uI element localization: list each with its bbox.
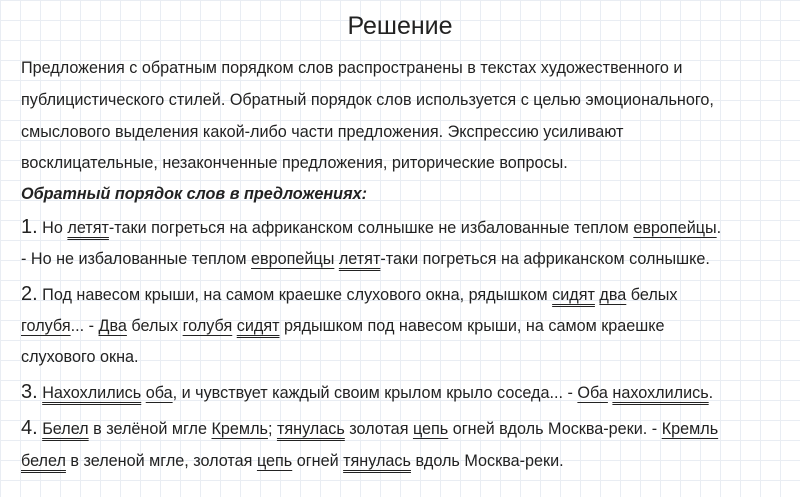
subject-word: голубя [21,317,71,335]
subject-word: Кремль [661,420,719,438]
predicate-word: летят [338,250,381,268]
section-subtitle: Обратный порядок слов в предложениях: [21,185,367,203]
text-fragment: вдоль Москва-реки. [410,452,564,470]
sentence-number: 4. [21,417,38,439]
sentence-2-line-1 [21,278,678,310]
predicate-word: летят [67,219,109,237]
sentence-2-line-3: слухового окна. [21,348,139,366]
predicate-word: нахохлились [612,384,709,402]
sentence-4-line-2 [21,445,564,477]
sentence-4-line-1 [21,412,718,444]
subject-word: Два [98,317,127,335]
text-fragment: -таки погреться на африканском солнышке. [380,250,710,268]
predicate-word: тянулась [343,452,411,470]
text-fragment: белых [126,317,183,335]
predicate-word: Белел [42,420,89,438]
intro-line-3: смыслового выделения какой-либо части предложения. Экспрессию усиливают [21,123,624,141]
subject-word: Кремль [211,420,268,438]
predicate-word: тянулась [276,420,345,438]
subject-word: Оба [577,384,608,402]
text-fragment: -таки погреться на африканском солнышке не избалованные теплом [108,219,634,237]
subject-word: оба [145,384,173,402]
text-fragment: огней [292,452,344,470]
subject-word: цепь [412,420,449,438]
sentence-3-line-1 [21,376,713,408]
intro-line-4: восклицательные, незаконченные предложения, риторические вопросы. [21,154,568,172]
text-fragment: золотая [344,420,413,438]
sentence-number: 1. [21,216,38,238]
page-title: Решение [347,12,453,40]
text-fragment: рядышком под навесом крыши, на самом краешке [279,317,665,335]
text-fragment: Под навесом крыши, на самом краешке слухового окна, рядышком [37,286,553,304]
text-fragment: огней вдоль Москва-реки. - [448,420,662,438]
predicate-word: белел [21,452,66,470]
predicate-word: Нахохлились [42,384,142,402]
text-fragment: . [716,219,722,237]
subject-word: цепь [256,452,293,470]
sentence-number: 2. [21,283,38,305]
sentence-2-line-2 [21,310,665,342]
text-fragment: , и чувствует каждый своим крылом крыло соседа... - [172,384,578,402]
text-fragment: в зелёной мгле [88,420,212,438]
text-fragment: ... - [70,317,99,335]
text-fragment: белых [626,286,678,304]
text-fragment: . [708,384,714,402]
subject-word: европейцы [633,219,717,237]
text-fragment: - Но не избалованные теплом [21,250,252,268]
sentence-1-line-1 [21,211,721,243]
predicate-word: сидят [552,286,595,304]
intro-line-1: Предложения с обратным порядком слов распространены в текстах художественного и [21,59,683,77]
subject-word: два [599,286,627,304]
predicate-word: сидят [236,317,280,335]
text-fragment: ; [267,420,277,438]
text-fragment: в зеленой мгле, золотая [65,452,257,470]
sentence-number: 3. [21,381,38,403]
sentence-1-line-2 [21,243,710,275]
text-fragment: Но [37,219,68,237]
subject-word: голубя [182,317,233,335]
intro-line-2: публицистического стилей. Обратный порядок слов используется с целью эмоционального, [21,91,714,109]
subject-word: европейцы [251,250,335,268]
